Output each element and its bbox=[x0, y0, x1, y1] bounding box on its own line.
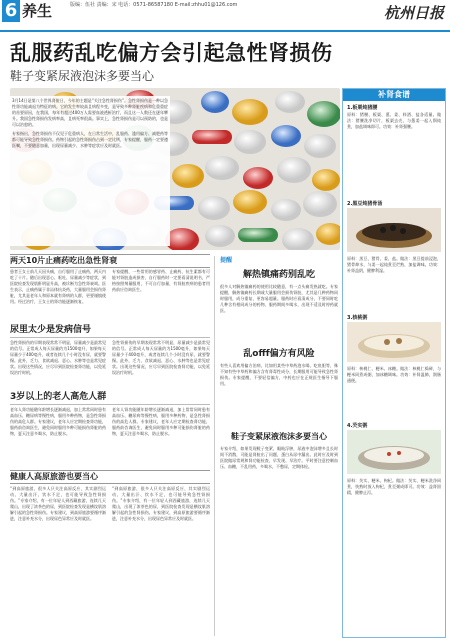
recipe-2-photo bbox=[347, 208, 441, 252]
section-4-text-cont: “到高原旅游，很多人只关注高原反应，其实剧烈运动、大量出汗、饮水不足，也可能导致急性肾损伤。”专家介绍，有一位年轻人到西藏旅游，连续几天爬山，出现了浓茶色的尿，到医院检查发现是横纹肌溶解引起的急性肾损伤。专家建议，到高原旅游要循序渐进，注意补充水分，出现尿色异常应及时就医。 bbox=[112, 486, 210, 521]
article-title: 乱服药乱吃偏方会引起急性肾损伤 bbox=[10, 41, 333, 65]
section-1-heading: 两天10片止痛药吃出急性肾衰 bbox=[10, 254, 210, 268]
recipe-1 bbox=[347, 105, 441, 182]
column2-text-2: 有些人喜欢用偏方治病，比如用某些中草药泡水喝、吃鱼胆等，殊不知有些中草药和偏方含有肾毒性成分，长期服用可能导致急性肾损伤。专家提醒，不要轻信偏方，中药也应在正规医生指导下服用。 bbox=[220, 363, 338, 386]
column2-heading-1: 解热镇痛药别乱吃 bbox=[242, 270, 315, 280]
lead-paragraph-1: 3月14日是第八个世界肾脏日，今年的主题是“关注急性肾损伤”。急性肾损伤是一种以急性肾功能减退为特征的病。它的发生率较高且病程多变，是导致多种肾脏疾病和危重重症的首要原因，在我国，每年有超过400万人需要血液透析治疗，而且这一人数还在逐年攀升。我国急性肾损伤发病率高，且病死率很高。事实上，急性肾损伤是可以预防的，也是可以治愈的。 bbox=[12, 98, 168, 127]
recipe-4 bbox=[347, 423, 441, 628]
recipe-sidebar bbox=[342, 88, 446, 638]
lead-paragraph-2: 专家指出，急性肾损伤不仅见于危重病人，在日常生活中，乱服药、滥用偏方、减肥药等都可能导致急性肾损伤。药物引起的急性肾损伤占到一定比例，专家提醒，服药一定要遵医嘱，不要随意加量，出现尿量减少、水肿等症状应及时就医。 bbox=[12, 131, 168, 148]
section-4-heading: 健康人高原旅游也要当心 bbox=[10, 470, 210, 484]
recipe-3-photo bbox=[347, 322, 441, 362]
reminder-tag: 提醒 bbox=[220, 257, 233, 264]
divider bbox=[10, 404, 210, 405]
section-3-heading: 3岁以上的老人高危人群 bbox=[10, 392, 107, 402]
section-4-text: “到高原旅游，很多人只关注高原反应，其实剧烈运动、大量出汗、饮水不足，也可能导致急性肾损伤。”专家介绍，有一位年轻人到西藏旅游，连续几天爬山，出现了浓茶色的尿，到医院检查发现是横纹肌溶解引起的急性肾损伤。专家建议，到高原旅游要循序渐进，注意补充水分，出现尿色异常应及时就医。 bbox=[10, 486, 106, 521]
issue-date bbox=[70, 0, 270, 1]
section-name: 养生 bbox=[22, 2, 53, 20]
recipe-1-title: 1.板栗炖猪腰 bbox=[347, 105, 378, 111]
section-2-text: 急性肾损伤的早期表现常常不明显，尿量减少是最常见的信号。正常成人每天尿量约为1500毫升，如果每天尿量少于400毫升，或者连续几个小时没有尿，就要警惕。此外，乏力、食欲减退、恶心、水肿等也是常见症状。出现这些情况，应尽早到医院检查肾功能，以免延误治疗时机。 bbox=[10, 340, 106, 375]
divider bbox=[10, 337, 210, 338]
article-subtitle: 鞋子变紧尿液泡沫多要当心 bbox=[10, 69, 155, 83]
article-lead bbox=[10, 96, 170, 246]
recipe-1-text: 原料：猪腰、板栗、葱、姜、料酒、盐各适量。做法：猪腰洗净切片，板栗去壳，与葱姜一起入锅炖煮，加盐调味即可。功效：补肾强腰。 bbox=[347, 112, 441, 129]
sidebar-title: 补肾食谱 bbox=[343, 89, 445, 101]
recipe-2-text: 原料：黑豆、猪骨、姜、盐。做法：黑豆提前浸泡，猪骨焯水，与姜一起炖煮至烂熟，加盐调味。功效：补肾益阴，健脾利湿。 bbox=[347, 256, 441, 273]
page-number: 6 bbox=[2, 0, 20, 22]
masthead-logo: 杭州日报 bbox=[383, 4, 444, 22]
recipe-4-photo bbox=[347, 430, 441, 474]
recipe-2 bbox=[347, 201, 441, 304]
recipe-3 bbox=[347, 315, 441, 414]
middle-column bbox=[220, 256, 338, 636]
section-3-text: 老年人肾功能随年龄增长逐渐减退，加上常常同时患有高血压、糖尿病等慢性病，服用多种药物，是急性肾损伤的高危人群。专家建议，老年人应定期检查肾功能，服药前咨询医生，避免同时服用多种可能损伤肾脏的药物，夏天注意多喝水，防止脱水。 bbox=[10, 407, 106, 436]
recipe-4-text: 原料：芡实、粳米、枸杞。做法：芡实、粳米洗净同煮，快熟时放入枸杞，煮至粥成即可。功效：益肾固精，健脾止泻。 bbox=[347, 478, 441, 495]
column2-text-3: 专家介绍，如果发现鞋子变紧、眼睑浮肿，尿液中泡沫增多且长时间不消散，可能是肾脏出了问题，蛋白从尿中漏出。此时应及时到医院做尿常规和肾功能检查，早发现、早治疗。平时要注意控制血压、血糖，不乱用药，多喝水，不憋尿，定期体检。 bbox=[220, 446, 338, 469]
header-meta: 版编：伍社 责编：宋 电话：0571-86587180 E-mail:zhhu01@126.com bbox=[70, 2, 238, 8]
recipe-4-title: 4.芡实粥 bbox=[347, 423, 368, 429]
section-2-heading: 尿里太少是发病信号 bbox=[10, 325, 92, 335]
recipe-2-title: 2.黑豆炖猪骨汤 bbox=[347, 201, 383, 207]
column-divider bbox=[214, 256, 215, 636]
section-1-text-2: 专家提醒，一些常用的感冒药、止痛药、抗生素都有可能对肾脏造成损害，自行服药时一定要看清说明书，严格按照剂量服用，不可自行加量，有肾脏疾病的患者用药前应咨询医生。 bbox=[112, 269, 210, 292]
column2-text-1: 很多人对解热镇痛药的使用比较随意，有一点头痛发热就吃。专家提醒，解热镇痛药长期或大量服用会损伤肾脏，尤其是几种药物同时服用，成分重复，更容易超量。服药时应看清成分，不要同时吃几种含有相同成分的药物，服药期间多喝水，出现不适及时停药就医。 bbox=[220, 284, 338, 313]
column2-heading-2: 乱offf偏方有风险 bbox=[243, 349, 315, 359]
recipe-3-text: 原料：核桃仁、粳米、冰糖。做法：核桃仁捣碎，与粳米同煮成粥，加冰糖调味。功效：补肾温肺，润肠通便。 bbox=[347, 366, 441, 383]
section-3-text-cont: 老年人肾功能随年龄增长逐渐减退，加上常常同时患有高血压、糖尿病等慢性病，服用多种药物，是急性肾损伤的高危人群。专家建议，老年人应定期检查肾功能，服药前咨询医生，避免同时服用多种可能损伤肾脏的药物，夏天注意多喝水，防止脱水。 bbox=[112, 407, 210, 436]
recipe-3-title: 3.核桃粥 bbox=[347, 315, 368, 321]
column2-heading-3: 鞋子变紧尿液泡沫多要当心 bbox=[231, 432, 327, 441]
section-2-text-cont: 急性肾损伤的早期表现常常不明显，尿量减少是最常见的信号。正常成人每天尿量约为1500毫升，如果每天尿量少于400毫升，或者连续几个小时没有尿，就要警惕。此外，乏力、食欲减退、恶心、水肿等也是常见症状。出现这些情况，应尽早到医院检查肾功能，以免延误治疗时机。 bbox=[112, 340, 210, 375]
section-1-text: 患者王女士前几天因头痛，自行服用了止痛药，两天内吃了十片。随后出现恶心、呕吐、尿量减少等症状，到医院检查发现肌酐明显升高，被诊断为急性肾衰竭。医生表示，止痛药属于非甾体抗炎药，大量服用会损伤肾脏，尤其是老年人和原本就有肾病的人群，更要谨慎使用。经过治疗，王女士的肾功能逐渐恢复。 bbox=[10, 269, 106, 304]
